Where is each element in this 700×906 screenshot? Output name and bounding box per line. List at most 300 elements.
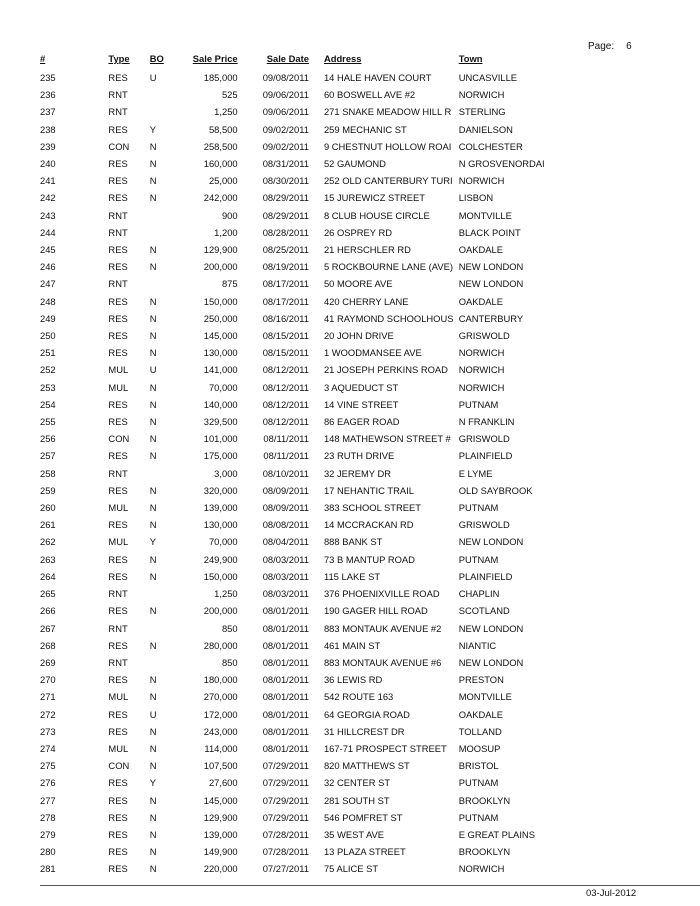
cell-address: 883 MONTAUK AVENUE #6 [323, 656, 442, 668]
cell-sale-date: 09/08/2011 [262, 72, 309, 83]
cell-sale-price: 25,000 [208, 175, 238, 187]
cell-sale-price: 320,000 [203, 484, 238, 496]
col-header-number: # [40, 53, 46, 64]
cell-type: RNT [108, 588, 128, 600]
col-header-bo: BO [149, 53, 164, 64]
cell-address: 26 OSPREY RD [323, 226, 393, 238]
cell-number: 273 [40, 725, 56, 737]
cell-number: 264 [40, 570, 56, 582]
cell-address: 14 MCCRACKAN RD [323, 519, 414, 531]
cell-number: 260 [40, 502, 56, 514]
cell-address: 14 VINE STREET [323, 398, 399, 410]
table-row [34, 620, 554, 637]
cell-bo [150, 207, 173, 224]
cell-sale-date: 08/01/2011 [262, 656, 309, 668]
table-row [34, 86, 554, 103]
cell-town: NORWICH [458, 863, 505, 875]
cell-type: RES [108, 416, 128, 428]
table-row [34, 258, 554, 275]
cell-bo: N [149, 863, 157, 875]
cell-sale-price: 27,600 [208, 777, 238, 789]
cell-sale-date: 08/01/2011 [262, 725, 309, 737]
cell-sale-date: 08/19/2011 [262, 261, 309, 273]
footer-divider [40, 885, 700, 886]
cell-sale-price: 243,000 [203, 725, 238, 737]
cell-number: 244 [40, 226, 56, 238]
cell-number: 250 [40, 330, 56, 342]
cell-bo: N [149, 330, 157, 342]
cell-town: BRISTOL [458, 760, 499, 772]
cell-number: 269 [40, 656, 56, 668]
cell-town: NEW LONDON [458, 622, 524, 634]
cell-sale-price: 140,000 [203, 398, 238, 410]
cell-town: NEW LONDON [458, 278, 524, 290]
cell-sale-price: 875 [221, 278, 238, 290]
cell-sale-price: 1,200 [214, 226, 238, 238]
table-row [34, 585, 554, 602]
table-row [34, 327, 554, 344]
cell-bo: N [149, 691, 157, 703]
cell-town: PLAINFIELD [458, 450, 513, 462]
cell-type: RES [108, 123, 128, 135]
cell-sale-price: 329,500 [203, 416, 238, 428]
cell-bo: N [149, 760, 157, 772]
cell-sale-price: 220,000 [203, 863, 238, 875]
cell-number: 262 [40, 536, 56, 548]
cell-number: 247 [40, 278, 56, 290]
cell-number: 275 [40, 760, 56, 772]
table-row [34, 172, 554, 189]
cell-address: 883 MONTAUK AVENUE #2 [323, 622, 442, 634]
col-header-town: Town [458, 53, 483, 64]
page-number-value: 6 [626, 41, 632, 52]
cell-address: 1 WOODMANSEE AVE [323, 347, 422, 359]
table-row [34, 69, 554, 86]
cell-sale-date: 08/04/2011 [262, 536, 309, 548]
cell-bo: N [149, 433, 157, 445]
cell-sale-price: 185,000 [203, 72, 238, 83]
cell-sale-price: 150,000 [203, 570, 238, 582]
cell-address: 190 GAGER HILL ROAD [323, 605, 428, 617]
cell-sale-price: 145,000 [203, 794, 238, 806]
table-row [34, 310, 554, 327]
cell-town: MONTVILLE [458, 209, 512, 221]
cell-town: MONTVILLE [458, 691, 512, 703]
cell-bo: N [149, 674, 157, 686]
cell-sale-price: 129,900 [203, 811, 238, 823]
table-row [34, 207, 554, 224]
cell-number: 237 [40, 106, 56, 118]
col-header-address: Address [323, 53, 362, 64]
cell-bo: Y [149, 123, 157, 135]
table-row [34, 447, 554, 464]
cell-town: N GROSVENORDAI [458, 158, 545, 170]
cell-address: 281 SOUTH ST [323, 794, 390, 806]
cell-sale-price: 160,000 [203, 158, 238, 170]
cell-type: RNT [108, 226, 128, 238]
cell-type: RES [108, 347, 128, 359]
cell-sale-date: 08/15/2011 [262, 330, 309, 342]
cell-type: RES [108, 863, 128, 875]
cell-bo [150, 224, 173, 241]
cell-bo [150, 585, 173, 602]
cell-number: 266 [40, 605, 56, 617]
cell-type: RNT [108, 656, 128, 668]
cell-type: MUL [108, 536, 129, 548]
cell-address: 52 GAUMOND [323, 158, 386, 170]
cell-address: 23 RUTH DRIVE [323, 450, 395, 462]
cell-sale-date: 09/06/2011 [262, 106, 309, 118]
cell-sale-date: 08/01/2011 [262, 639, 309, 651]
cell-town: NEW LONDON [458, 656, 524, 668]
table-row [34, 465, 554, 482]
cell-town: PUTNAM [458, 502, 499, 514]
cell-type: RES [108, 519, 128, 531]
cell-type: RES [108, 794, 128, 806]
cell-sale-date: 08/12/2011 [262, 381, 309, 393]
cell-sale-price: 525 [221, 89, 238, 101]
cell-sale-price: 3,000 [214, 467, 238, 479]
cell-town: BROOKLYN [458, 846, 511, 858]
cell-number: 238 [40, 123, 56, 135]
cell-type: RES [108, 484, 128, 496]
cell-address: 9 CHESTNUT HOLLOW ROAI [323, 140, 452, 152]
cell-sale-price: 200,000 [203, 605, 238, 617]
table-row [34, 826, 554, 843]
cell-type: RNT [108, 106, 128, 118]
page-number [588, 41, 632, 52]
cell-town: E GREAT PLAINS [458, 828, 535, 840]
cell-number: 249 [40, 312, 56, 324]
cell-address: 252 OLD CANTERBURY TURI [323, 175, 453, 187]
cell-sale-date: 08/01/2011 [262, 691, 309, 703]
cell-sale-date: 08/16/2011 [262, 312, 309, 324]
table-row [34, 740, 554, 757]
cell-town: PLAINFIELD [458, 570, 513, 582]
cell-bo [150, 103, 173, 120]
cell-town: GRISWOLD [458, 519, 510, 531]
table-row [34, 361, 554, 378]
cell-number: 246 [40, 261, 56, 273]
table-row [34, 860, 554, 877]
cell-address: 8 CLUB HOUSE CIRCLE [323, 209, 430, 221]
cell-sale-date: 08/25/2011 [262, 244, 309, 256]
table-row [34, 413, 554, 430]
cell-type: CON [108, 760, 130, 772]
col-header-sale-price: Sale Price [192, 53, 238, 64]
cell-sale-date: 08/01/2011 [262, 605, 309, 617]
cell-number: 257 [40, 450, 56, 462]
cell-number: 270 [40, 674, 56, 686]
cell-number: 251 [40, 347, 56, 359]
cell-type: RES [108, 828, 128, 840]
cell-sale-date: 08/29/2011 [262, 209, 309, 221]
table-row [34, 809, 554, 826]
cell-type: RES [108, 777, 128, 789]
cell-sale-price: 150,000 [203, 295, 238, 307]
cell-town: LISBON [458, 192, 494, 204]
cell-town: CANTERBURY [458, 312, 524, 324]
cell-bo: N [149, 450, 157, 462]
cell-number: 241 [40, 175, 56, 187]
cell-type: RES [108, 295, 128, 307]
cell-address: 73 B MANTUP ROAD [323, 553, 415, 565]
cell-bo: Y [149, 777, 157, 789]
cell-bo: N [149, 416, 157, 428]
cell-address: 14 HALE HAVEN COURT [323, 72, 432, 83]
cell-type: RES [108, 846, 128, 858]
cell-sale-date: 07/29/2011 [262, 811, 309, 823]
cell-town: NORWICH [458, 175, 505, 187]
cell-type: RES [108, 450, 128, 462]
cell-type: RES [108, 175, 128, 187]
cell-type: MUL [108, 742, 129, 754]
table-row [34, 637, 554, 654]
cell-sale-date: 09/02/2011 [262, 140, 309, 152]
cell-address: 3 AQUEDUCT ST [323, 381, 399, 393]
cell-sale-price: 250,000 [203, 312, 238, 324]
cell-address: 35 WEST AVE [323, 828, 385, 840]
cell-town: TOLLAND [458, 725, 502, 737]
cell-sale-price: 107,500 [203, 760, 238, 772]
cell-address: 888 BANK ST [323, 536, 383, 548]
cell-address: 20 JOHN DRIVE [323, 330, 394, 342]
cell-type: RES [108, 158, 128, 170]
cell-sale-date: 09/02/2011 [262, 123, 309, 135]
table-row [34, 671, 554, 688]
cell-type: RES [108, 708, 128, 720]
cell-town: PUTNAM [458, 811, 499, 823]
cell-bo: U [149, 708, 157, 720]
cell-sale-date: 08/17/2011 [262, 295, 309, 307]
cell-bo: N [149, 244, 157, 256]
table-row [34, 430, 554, 447]
cell-number: 256 [40, 433, 56, 445]
cell-town: SCOTLAND [458, 605, 510, 617]
table-row [34, 224, 554, 241]
table-row [34, 482, 554, 499]
cell-number: 268 [40, 639, 56, 651]
cell-town: GRISWOLD [458, 433, 510, 445]
table-row [34, 499, 554, 516]
cell-address: 31 HILLCREST DR [323, 725, 405, 737]
cell-number: 267 [40, 622, 56, 634]
table-row [34, 843, 554, 860]
cell-town: COLCHESTER [458, 140, 523, 152]
table-row [34, 189, 554, 206]
cell-address: 75 ALICE ST [323, 863, 379, 875]
cell-type: RES [108, 570, 128, 582]
cell-bo: N [149, 175, 157, 187]
cell-sale-price: 1,250 [214, 588, 238, 600]
cell-address: 115 LAKE ST [323, 570, 381, 582]
cell-bo: N [149, 828, 157, 840]
cell-town: OAKDALE [458, 244, 503, 256]
cell-sale-price: 900 [221, 209, 238, 221]
table-header-row [34, 50, 554, 69]
cell-town: NORWICH [458, 364, 505, 376]
cell-sale-date: 07/29/2011 [262, 794, 309, 806]
cell-address: 461 MAIN ST [323, 639, 381, 651]
cell-sale-date: 09/06/2011 [262, 89, 309, 101]
table-row [34, 344, 554, 361]
cell-address: 50 MOORE AVE [323, 278, 393, 290]
cell-type: RES [108, 639, 128, 651]
cell-sale-date: 08/01/2011 [262, 674, 309, 686]
table-row [34, 688, 554, 705]
cell-town: OAKDALE [458, 708, 503, 720]
cell-address: 546 POMFRET ST [323, 811, 403, 823]
cell-sale-date: 08/03/2011 [262, 553, 309, 565]
cell-town: PUTNAM [458, 777, 499, 789]
cell-bo: N [149, 811, 157, 823]
table-row [34, 654, 554, 671]
cell-sale-date: 08/11/2011 [263, 433, 309, 445]
table-row [34, 138, 554, 155]
cell-sale-date: 07/28/2011 [262, 828, 309, 840]
table-row [34, 792, 554, 809]
cell-sale-date: 08/01/2011 [262, 708, 309, 720]
cell-address: 64 GEORGIA ROAD [323, 708, 410, 720]
cell-sale-date: 08/10/2011 [262, 467, 309, 479]
cell-type: RES [108, 72, 128, 83]
cell-address: 13 PLAZA STREET [323, 846, 406, 858]
cell-number: 281 [40, 863, 56, 875]
cell-address: 15 JUREWICZ STREET [323, 192, 426, 204]
cell-address: 820 MATTHEWS ST [323, 760, 410, 772]
cell-number: 253 [40, 381, 56, 393]
table-row [34, 155, 554, 172]
cell-number: 279 [40, 828, 56, 840]
cell-number: 263 [40, 553, 56, 565]
table-row [34, 396, 554, 413]
cell-address: 41 RAYMOND SCHOOLHOUS [323, 312, 454, 324]
cell-type: RNT [108, 89, 128, 101]
cell-sale-date: 08/30/2011 [262, 175, 309, 187]
cell-bo: N [149, 570, 157, 582]
cell-type: RES [108, 674, 128, 686]
report-date: 03-Jul-2012 [586, 888, 637, 899]
cell-address: 542 ROUTE 163 [323, 691, 394, 703]
cell-address: 420 CHERRY LANE [323, 295, 409, 307]
cell-town: UNCASVILLE [458, 72, 518, 83]
cell-sale-price: 149,900 [203, 846, 238, 858]
cell-sale-price: 242,000 [203, 192, 238, 204]
cell-number: 240 [40, 158, 56, 170]
cell-type: RES [108, 312, 128, 324]
table-row [34, 551, 554, 568]
cell-town: NEW LONDON [458, 536, 524, 548]
cell-bo: N [149, 639, 157, 651]
cell-sale-price: 70,000 [208, 536, 238, 548]
table-row [34, 602, 554, 619]
cell-sale-price: 1,250 [214, 106, 238, 118]
cell-sale-price: 850 [221, 656, 238, 668]
cell-type: RES [108, 811, 128, 823]
col-header-sale-date: Sale Date [266, 53, 309, 64]
cell-type: RES [108, 244, 128, 256]
cell-type: RES [108, 261, 128, 273]
cell-sale-date: 08/09/2011 [262, 502, 309, 514]
cell-address: 148 MATHEWSON STREET # [323, 433, 451, 445]
cell-bo: N [149, 725, 157, 737]
cell-number: 248 [40, 295, 56, 307]
cell-number: 261 [40, 519, 56, 531]
page-label: Page: [588, 41, 615, 52]
cell-town: STERLING [458, 106, 506, 118]
cell-bo [150, 654, 173, 671]
cell-bo [150, 620, 173, 637]
table-row [34, 533, 554, 550]
cell-bo: N [149, 140, 157, 152]
cell-bo: N [149, 381, 157, 393]
cell-type: RES [108, 725, 128, 737]
cell-type: RNT [108, 622, 128, 634]
cell-type: RES [108, 330, 128, 342]
cell-bo [150, 465, 173, 482]
cell-town: BROOKLYN [458, 794, 511, 806]
cell-number: 272 [40, 708, 56, 720]
cell-bo: N [149, 519, 157, 531]
cell-sale-price: 130,000 [203, 519, 238, 531]
cell-type: RES [108, 398, 128, 410]
cell-town: DANIELSON [458, 123, 513, 135]
cell-bo: Y [149, 536, 157, 548]
cell-address: 32 JEREMY DR [323, 467, 391, 479]
cell-town: CHAPLIN [458, 588, 500, 600]
cell-sale-date: 08/31/2011 [262, 158, 309, 170]
cell-town: PUTNAM [458, 553, 499, 565]
cell-sale-price: 114,000 [204, 742, 238, 754]
cell-sale-date: 08/03/2011 [262, 570, 309, 582]
cell-town: NIANTIC [458, 639, 497, 651]
cell-type: RES [108, 192, 128, 204]
cell-town: GRISWOLD [458, 330, 510, 342]
cell-address: 32 CENTER ST [323, 777, 391, 789]
cell-number: 258 [40, 467, 56, 479]
cell-sale-price: 141,000 [203, 364, 238, 376]
cell-number: 254 [40, 398, 56, 410]
cell-sale-price: 139,000 [203, 502, 238, 514]
cell-sale-date: 08/08/2011 [262, 519, 309, 531]
cell-bo: N [149, 484, 157, 496]
cell-bo: N [149, 312, 157, 324]
table-row [34, 241, 554, 258]
cell-bo: N [149, 553, 157, 565]
cell-number: 243 [40, 209, 56, 221]
cell-bo: N [149, 192, 157, 204]
cell-address: 21 HERSCHLER RD [323, 244, 411, 256]
cell-address: 86 EAGER ROAD [323, 416, 400, 428]
cell-sale-price: 249,900 [203, 553, 238, 565]
table-body [34, 69, 554, 878]
cell-town: MOOSUP [458, 742, 501, 754]
cell-number: 236 [40, 89, 56, 101]
cell-address: 5 ROCKBOURNE LANE (AVE) [323, 261, 453, 273]
cell-sale-price: 172,000 [203, 708, 238, 720]
cell-sale-date: 08/12/2011 [262, 398, 309, 410]
cell-address: 60 BOSWELL AVE #2 [323, 89, 416, 101]
cell-type: RES [108, 605, 128, 617]
cell-number: 245 [40, 244, 56, 256]
cell-bo: N [149, 261, 157, 273]
cell-address: 36 LEWIS RD [323, 674, 383, 686]
cell-type: RES [108, 553, 128, 565]
cell-town: NORWICH [458, 347, 505, 359]
cell-sale-price: 129,900 [203, 244, 238, 256]
cell-sale-date: 07/27/2011 [262, 863, 309, 875]
cell-bo: N [149, 347, 157, 359]
